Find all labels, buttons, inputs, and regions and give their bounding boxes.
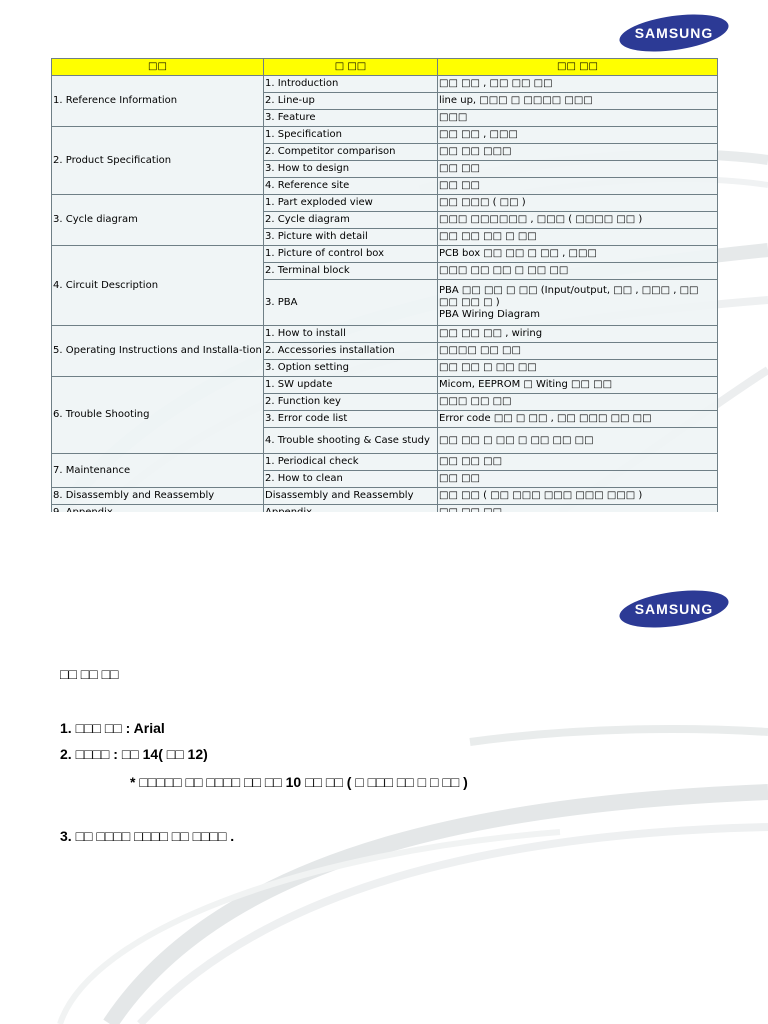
content-line: PBA Wiring Diagram: [439, 308, 541, 320]
svg-text:SAMSUNG: SAMSUNG: [634, 601, 714, 617]
table-row: [52, 246, 718, 263]
item-cell: 1. Introduction: [264, 76, 438, 93]
content-cell: □□ □□ □□ □ □□: [438, 229, 718, 246]
content-cell: Micom, EEPROM □ Witing □□ □□: [438, 377, 718, 394]
content-cell: line up, □□□ □ □□□□ □□□: [438, 93, 718, 110]
item-cell: 2. Cycle diagram: [264, 212, 438, 229]
page-2: [0, 512, 768, 1024]
item-cell: 1. Periodical check: [264, 454, 438, 471]
table-row: [52, 127, 718, 144]
content-cell: □□□ □□ □□ □ □□ □□: [438, 263, 718, 280]
content-cell: □□ □□ □ □□ □ □□ □□ □□: [438, 428, 718, 454]
header-contents: □□ □□: [438, 59, 718, 76]
item-cell: 2. Terminal block: [264, 263, 438, 280]
note-line-3: 3. □□ □□□□ □□□□ □□ □□□□ .: [60, 828, 235, 844]
header-category: □□: [52, 59, 264, 76]
content-cell: □□ □□ , □□□: [438, 127, 718, 144]
content-cell: □□□ □□□□□□ , □□□ ( □□□□ □□ ): [438, 212, 718, 229]
item-cell: 3. Option setting: [264, 360, 438, 377]
item-cell: 2. Line-up: [264, 93, 438, 110]
item-cell: 2. How to clean: [264, 471, 438, 488]
section-cell: 7. Maintenance: [52, 454, 264, 488]
note-line-1: 1. □□□ □□ : Arial: [60, 720, 165, 736]
content-cell: □□ □□ □□: [438, 454, 718, 471]
section-cell: 6. Trouble Shooting: [52, 377, 264, 454]
note-line-2-sub: * □□□□□ □□ □□□□ □□ □□ 10 □□ □□ ( □ □□□ □□ □ □ □□ ): [130, 774, 468, 790]
item-cell: 2. Accessories installation: [264, 343, 438, 360]
table-row: [52, 488, 718, 505]
section-cell: 2. Product Specification: [52, 127, 264, 195]
content-cell: □□ □□ □ □□ □□: [438, 360, 718, 377]
item-cell: 3. Error code list: [264, 411, 438, 428]
item-cell: 1. Specification: [264, 127, 438, 144]
table-header-row: [52, 59, 718, 76]
item-cell: Disassembly and Reassembly: [264, 488, 438, 505]
content-cell: □□ □□ , □□ □□ □□: [438, 76, 718, 93]
item-cell: 1. SW update: [264, 377, 438, 394]
content-cell: □□ □□□ ( □□ ): [438, 195, 718, 212]
item-cell: 3. PBA: [264, 280, 438, 326]
content-cell: PCB box □□ □□ □ □□ , □□□: [438, 246, 718, 263]
table-row: [52, 377, 718, 394]
svg-text:SAMSUNG: SAMSUNG: [634, 25, 714, 41]
content-cell: □□□ □□ □□: [438, 394, 718, 411]
content-cell: □□□: [438, 110, 718, 127]
section-cell: 3. Cycle diagram: [52, 195, 264, 246]
item-cell: 4. Reference site: [264, 178, 438, 195]
item-cell: 1. Part exploded view: [264, 195, 438, 212]
section-cell: 4. Circuit Description: [52, 246, 264, 326]
item-cell: 4. Trouble shooting & Case study: [264, 428, 438, 454]
content-cell: □□ □□: [438, 178, 718, 195]
item-cell: 3. How to design: [264, 161, 438, 178]
item-cell: 3. Feature: [264, 110, 438, 127]
header-subcategory: □ □□: [264, 59, 438, 76]
background-swoosh: [0, 512, 768, 1024]
content-cell: □□□□ □□ □□: [438, 343, 718, 360]
content-line: PBA □□ □□ □ □□ (Input/output, □□ , □□□ , □□ □□ □□ □ ): [439, 284, 699, 308]
section-cell: 1. Reference Information: [52, 76, 264, 127]
content-cell: Error code □□ □ □□ , □□ □□□ □□ □□: [438, 411, 718, 428]
table-row: [52, 195, 718, 212]
contents-table: [51, 58, 718, 522]
item-cell: 2. Competitor comparison: [264, 144, 438, 161]
item-cell: 3. Picture with detail: [264, 229, 438, 246]
content-cell: □□ □□: [438, 471, 718, 488]
section-cell: 8. Disassembly and Reassembly: [52, 488, 264, 505]
table-row: [52, 326, 718, 343]
content-cell: □□ □□ □□□: [438, 144, 718, 161]
note-line-2: 2. □□□□ : □□ 14( □□ 12): [60, 746, 208, 762]
item-cell: 1. How to install: [264, 326, 438, 343]
item-cell: 1. Picture of control box: [264, 246, 438, 263]
content-cell: □□ □□: [438, 161, 718, 178]
table-row: [52, 76, 718, 93]
table-row: [52, 454, 718, 471]
section-cell: 5. Operating Instructions and Installa-tion: [52, 326, 264, 377]
notes-title: □□ □□ □□: [60, 666, 119, 682]
content-cell: □□ □□ □□ , wiring: [438, 326, 718, 343]
content-cell: □□ □□ ( □□ □□□ □□□ □□□ □□□ ): [438, 488, 718, 505]
item-cell: 2. Function key: [264, 394, 438, 411]
samsung-logo: [618, 14, 730, 52]
samsung-logo: [618, 590, 730, 628]
content-cell: [438, 280, 718, 326]
